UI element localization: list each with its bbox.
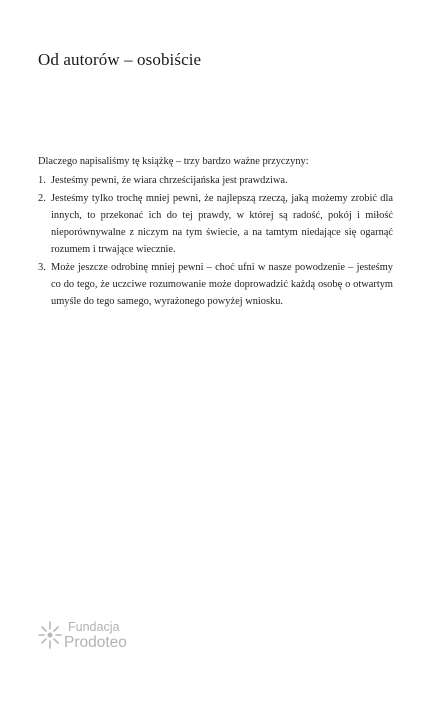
item-number: 1.	[38, 175, 46, 187]
logo-text	[64, 620, 127, 651]
item-text: Może jeszcze odrobinę mniej pewni – choć ufni w nasze powodzenie – jesteśmy co do tego, że uczciwe rozumowanie może doprowadzić każdą osobę o otwartym umyśle do tego samego, wyrażonego powyżej wniosku.	[51, 261, 393, 308]
reasons-list	[38, 172, 393, 310]
page-title: Od autorów – osobiście	[38, 50, 202, 69]
item-number: 3.	[38, 261, 46, 273]
page-body	[38, 153, 393, 311]
item-text: Jesteśmy pewni, że wiara chrześcijańska jest prawdziwa.	[51, 175, 288, 187]
list-item	[38, 259, 393, 311]
list-item	[38, 172, 393, 189]
logo-line-fundacja: Fundacja	[68, 620, 120, 634]
logo-line-prodoteo: Prodoteo	[64, 634, 127, 651]
item-number: 2.	[38, 192, 46, 204]
list-item	[38, 190, 393, 259]
publisher-logo	[38, 620, 127, 651]
star-burst-icon	[38, 620, 62, 650]
item-text: Jesteśmy tylko trochę mniej pewni, że najlepszą rzeczą, jaką możemy zrobić dla innych, to przekonać ich do tej prawdy, w której są radość, pokój i miłość nieporównywalne z niczym na tym świecie, a na tamtym niedające się ogarnąć rozumem i trwające wiecznie.	[51, 192, 393, 256]
intro-text: Dlaczego napisaliśmy tę książkę – trzy bardzo ważne przyczyny:	[38, 156, 309, 167]
